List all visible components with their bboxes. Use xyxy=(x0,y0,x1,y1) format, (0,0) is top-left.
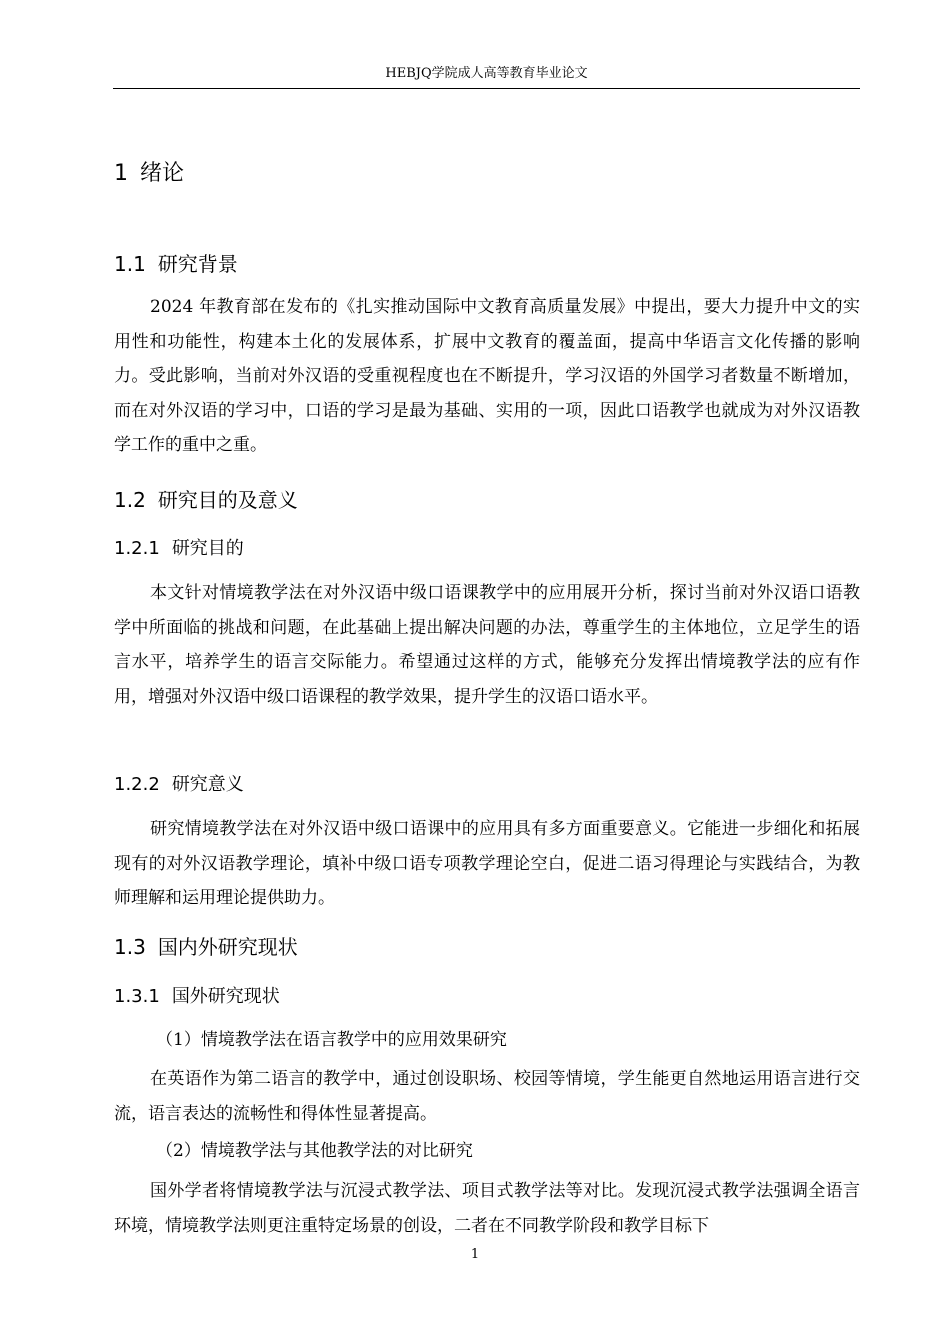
paragraph-significance: 研究情境教学法在对外汉语中级口语课中的应用具有多方面重要意义。它能进一步细化和拓展现有的对外汉语教学理论，填补中级口语专项教学理论空白，促进二语习得理论与实践结合，为教师理解和运用理论提供助力。 xyxy=(114,819,860,908)
section-number: 1.3 xyxy=(114,935,146,959)
subsection-number: 1.2.2 xyxy=(114,774,160,795)
section-number: 1.1 xyxy=(114,252,146,276)
chapter-number: 1 xyxy=(114,161,128,186)
subsection-heading-1-3-1 xyxy=(114,983,280,1011)
page-number: 1 xyxy=(470,1247,480,1262)
section-heading-1-3 xyxy=(114,932,298,962)
subsection-title: 国外研究现状 xyxy=(171,986,280,1007)
subsection-title: 研究意义 xyxy=(171,774,244,795)
running-header: HEBJQ学院成人高等教育毕业论文 xyxy=(113,64,860,89)
section-heading-1-1 xyxy=(114,249,238,279)
subsection-number: 1.2.1 xyxy=(114,538,160,559)
section-title: 研究目的及意义 xyxy=(157,488,298,512)
section-title: 国内外研究现状 xyxy=(157,935,298,959)
subsection-heading-1-2-2 xyxy=(114,771,244,799)
section-title: 研究背景 xyxy=(157,252,238,276)
paragraph-foreign-research-2: 国外学者将情境教学法与沉浸式教学法、项目式教学法等对比。发现沉浸式教学法强调全语言环境，情境教学法则更注重特定场景的创设，二者在不同教学阶段和教学目标下 xyxy=(114,1181,860,1236)
subsection-number: 1.3.1 xyxy=(114,986,160,1007)
chapter-heading xyxy=(114,158,184,190)
list-item-1: （1）情境教学法在语言教学中的应用效果研究 xyxy=(156,1030,507,1050)
subsection-title: 研究目的 xyxy=(171,538,244,559)
subsection-heading-1-2-1 xyxy=(114,535,244,563)
paragraph-background: 2024 年教育部在发布的《扎实推动国际中文教育高质量发展》中提出，要大力提升中文的实用性和功能性，构建本土化的发展体系，扩展中文教育的覆盖面，提高中华语言文化传播的影响力。受此影响，当前对外汉语的受重视程度也在不断提升，学习汉语的外国学习者数量不断增加，而在对外汉语的学习中，口语的学习是最为基础、实用的一项，因此口语教学也就成为对外汉语教学工作的重中之重。 xyxy=(114,297,860,455)
chapter-title: 绪论 xyxy=(140,161,185,186)
paragraph-foreign-research-1: 在英语作为第二语言的教学中，通过创设职场、校园等情境，学生能更自然地运用语言进行交流，语言表达的流畅性和得体性显著提高。 xyxy=(114,1069,860,1124)
section-heading-1-2 xyxy=(114,485,298,515)
paragraph-purpose: 本文针对情境教学法在对外汉语中级口语课教学中的应用展开分析，探讨当前对外汉语口语教学中所面临的挑战和问题，在此基础上提出解决问题的办法，尊重学生的主体地位，立足学生的语言水平，培养学生的语言交际能力。希望通过这样的方式，能够充分发挥出情境教学法的应有作用，增强对外汉语中级口语课程的教学效果，提升学生的汉语口语水平。 xyxy=(114,583,860,707)
section-number: 1.2 xyxy=(114,488,146,512)
list-item-2: （2）情境教学法与其他教学法的对比研究 xyxy=(156,1141,473,1161)
